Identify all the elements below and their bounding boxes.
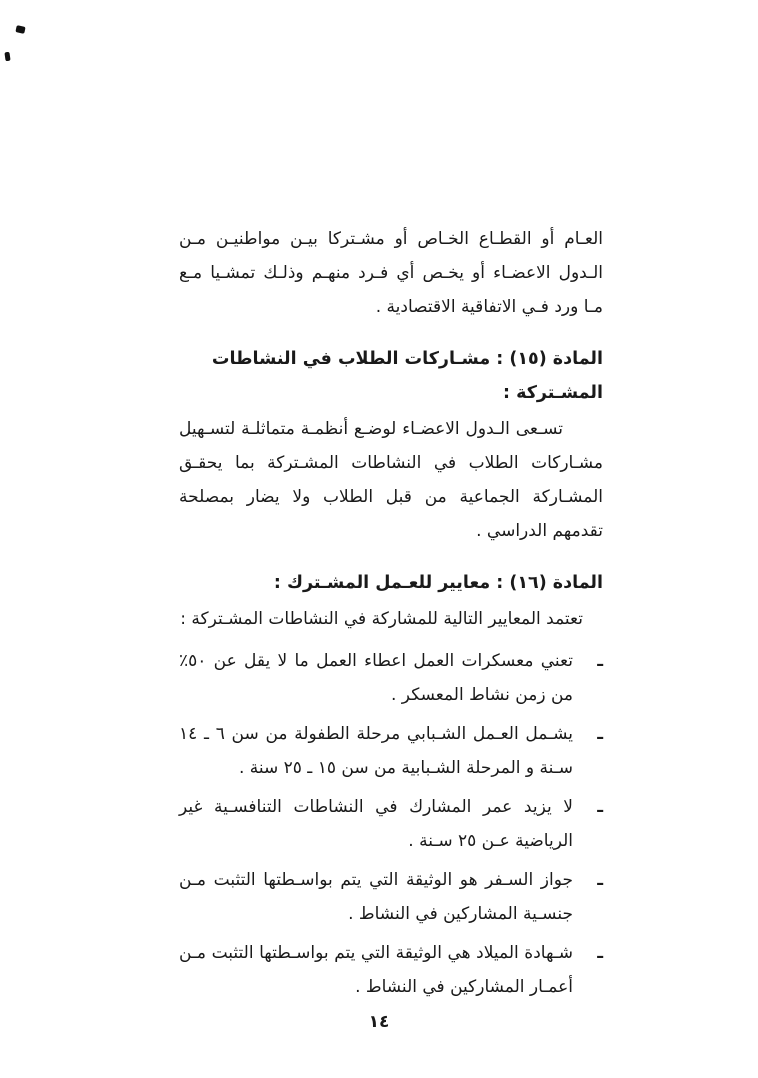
dash-marker: ـ [597,870,603,890]
dash-marker: ـ [597,651,603,671]
criteria-list [179,644,603,1004]
page-content [179,222,603,1009]
scan-artifact [4,52,10,62]
article-16-heading: المادة (١٦) : معايير للعـمل المشـترك : [273,573,603,593]
list-item-text: يشـمل العـمل الشـبابي مرحلة الطفولة من سن ٦ ـ ١٤ سـنة و المرحلة الشـبابية من سن ١٥ ـ ٢٥ سنة . [179,724,573,778]
list-item [179,717,603,785]
list-item-text: لا يزيد عمر المشارك في النشاطات التنافسـية غير الرياضية عـن ٢٥ سـنة . [179,797,573,851]
article-16-intro: تعتمد المعايير التالية للمشاركة في النشاطات المشـتركة : [180,609,583,629]
list-item [179,644,603,712]
list-item [179,790,603,858]
article-15-heading: المادة (١٥) : مشـاركات الطلاب في النشاطات المشـتركة : [211,349,603,403]
dash-marker: ـ [597,797,603,817]
list-item [179,863,603,931]
article-15-body: تسـعى الـدول الاعضـاء لوضـع أنظمـة متماثلـة لتسـهيل مشـاركات الطلاب في النشاطات المشـتركة بما يحقـق المشـاركة الجماعية من قبل الطلاب ولا يضار بمصلحة تقدمهم الدراسي . [179,419,603,541]
list-item-text: تعني معسكرات العمل اعطاء العمل ما لا يقل عن ٥٠٪ من زمن نشاط المعسكر . [179,651,573,705]
dash-marker: ـ [597,724,603,744]
scan-artifact [15,25,25,34]
dash-marker: ـ [597,943,603,963]
continued-paragraph: العـام أو القطـاع الخـاص أو مشـتركا بيـن مواطنيـن مـن الـدول الاعضـاء أو يخـص أي فـرد منهـم وذلـك تمشـيا مـع مـا ورد فـي الاتفاقية الاقتصادية . [179,229,603,317]
list-item-text: جواز السـفر هو الوثيقة التي يتم بواسـطتها التثبت مـن جنسـية المشاركين في النشاط . [179,870,573,924]
list-item [179,936,603,1004]
page-number: ١٤ [368,1012,390,1032]
list-item-text: شـهادة الميلاد هي الوثيقة التي يتم بواسـطتها التثبت مـن أعمـار المشاركين في النشاط . [179,943,573,997]
